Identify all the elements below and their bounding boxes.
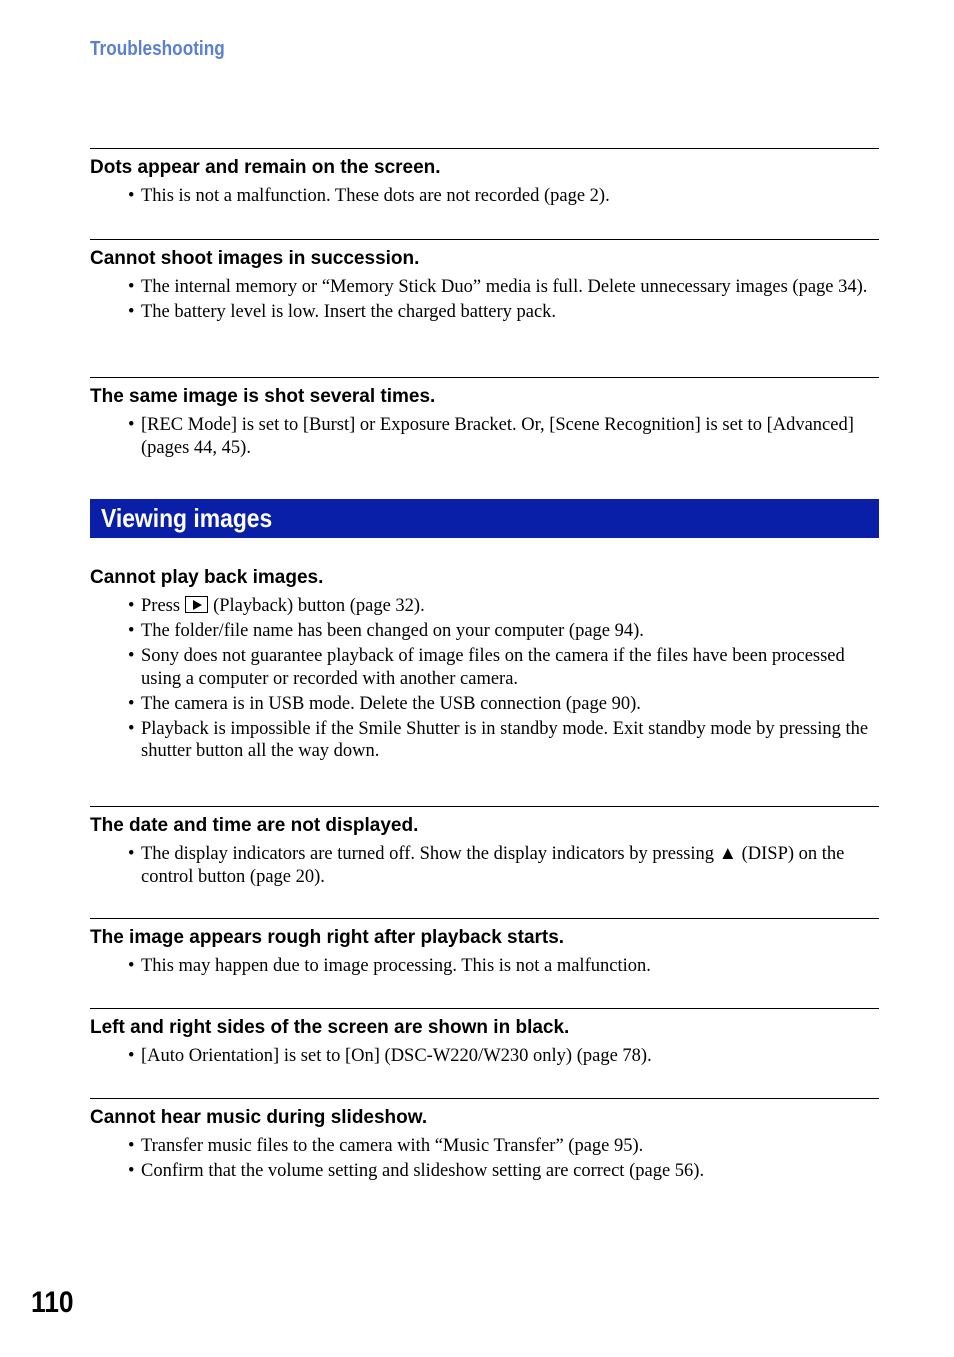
playback-icon bbox=[185, 596, 208, 613]
issue-bullets bbox=[128, 1045, 879, 1068]
bullet-item-press bbox=[128, 595, 879, 618]
press-prefix: Press bbox=[141, 596, 181, 616]
issue-sides-black bbox=[90, 1008, 879, 1098]
issue-bullets bbox=[128, 595, 879, 763]
bullet-item: • Sony does not guarantee playback of image files on the camera if the files have been processed using a computer or recorded with another camera. bbox=[128, 645, 879, 690]
bullet-item: • This may happen due to image processing. This is not a malfunction. bbox=[128, 955, 879, 978]
issue-bullets bbox=[128, 1135, 879, 1183]
issue-title: Cannot shoot images in succession. bbox=[90, 248, 420, 269]
bullet-item: • The internal memory or “Memory Stick Duo” media is full. Delete unnecessary images (page 34). bbox=[128, 276, 879, 299]
issue-title: The date and time are not displayed. bbox=[90, 815, 419, 836]
bullet-item: • Confirm that the volume setting and slideshow setting are correct (page 56). bbox=[128, 1160, 879, 1183]
bullet-item: • The display indicators are turned off. Show the display indicators by pressing ▲ (DISP) on the control button (page 20). bbox=[128, 843, 879, 888]
bullet-item: • [REC Mode] is set to [Burst] or Exposure Bracket. Or, [Scene Recognition] is set to [Advanced] (pages 44, 45). bbox=[128, 414, 879, 459]
issue-title: Left and right sides of the screen are shown in black. bbox=[90, 1017, 570, 1038]
issue-title: The same image is shot several times. bbox=[90, 386, 436, 407]
issue-no-music-slideshow bbox=[90, 1098, 879, 1206]
issue-bullets bbox=[128, 276, 879, 324]
press-suffix: (Playback) button (page 32). bbox=[213, 596, 425, 616]
issue-bullets bbox=[128, 955, 879, 978]
bullet-item: • The folder/file name has been changed on your computer (page 94). bbox=[128, 620, 879, 643]
issue-dots-remain bbox=[90, 148, 879, 239]
issue-same-image-several bbox=[90, 377, 879, 470]
bullet-item: • Transfer music files to the camera with “Music Transfer” (page 95). bbox=[128, 1135, 879, 1158]
issue-bullets bbox=[128, 185, 879, 208]
bullet-item: • Playback is impossible if the Smile Shutter is in standby mode. Exit standby mode by pressing the shutter button all the way down. bbox=[128, 718, 879, 763]
section-heading: Viewing images bbox=[101, 503, 273, 533]
issue-cannot-shoot-succession bbox=[90, 239, 879, 377]
section-heading-bar bbox=[90, 499, 879, 538]
issue-date-time-not-displayed bbox=[90, 806, 879, 918]
issue-title: Cannot play back images. bbox=[90, 567, 324, 588]
page-content bbox=[90, 148, 879, 1206]
issue-bullets bbox=[128, 843, 879, 888]
issue-cannot-play-back bbox=[90, 548, 879, 806]
page-number: 110 bbox=[31, 1286, 74, 1319]
running-head: Troubleshooting bbox=[90, 38, 225, 60]
issue-title: Dots appear and remain on the screen. bbox=[90, 157, 441, 178]
bullet-item: • [Auto Orientation] is set to [On] (DSC-W220/W230 only) (page 78). bbox=[128, 1045, 879, 1068]
bullet-item: • This is not a malfunction. These dots are not recorded (page 2). bbox=[128, 185, 879, 208]
issue-title: Cannot hear music during slideshow. bbox=[90, 1107, 428, 1128]
issue-title: The image appears rough right after playback starts. bbox=[90, 927, 565, 948]
bullet-item: • The camera is in USB mode. Delete the USB connection (page 90). bbox=[128, 693, 879, 716]
issue-bullets bbox=[128, 414, 879, 459]
bullet-item: • The battery level is low. Insert the charged battery pack. bbox=[128, 301, 879, 324]
issue-image-rough bbox=[90, 918, 879, 1008]
